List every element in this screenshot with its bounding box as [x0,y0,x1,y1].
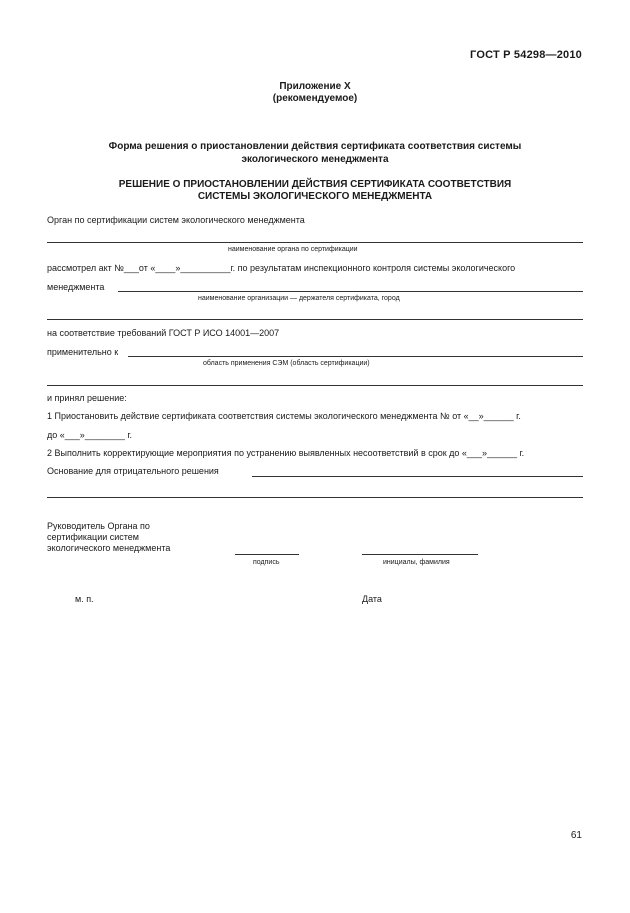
organization-caption: наименование организации — держателя сертификата, город [198,295,400,302]
stamp-label: м. п. [75,594,94,604]
document-code: ГОСТ Р 54298—2010 [470,49,582,61]
organization-field[interactable] [118,291,583,292]
date-label: Дата [362,594,382,604]
signature-caption: подпись [253,559,280,566]
annex-status: (рекомендуемое) [272,93,358,104]
name-caption: инициалы, фамилия [383,559,450,566]
head-title-line3: экологического менеджмента [47,543,171,553]
annex-title: Приложение Х [279,81,351,92]
decision-label: и принял решение: [47,393,127,403]
management-label: менеджмента [47,282,105,292]
decision-title-line1: РЕШЕНИЕ О ПРИОСТАНОВЛЕНИИ ДЕЙСТВИЯ СЕРТИФИКАТА СООТВЕТСТВИЯ [118,179,512,190]
reviewed-act-line: рассмотрел акт №___от «____»__________г. по результатам инспекционного контроля системы экологического [47,263,516,273]
annex-heading [0,81,630,105]
page-number: 61 [570,830,582,841]
head-title-line2: сертификации систем [47,532,139,542]
organization-field-cont[interactable] [47,319,583,320]
grounds-field[interactable] [252,476,583,477]
compliance-line: на соответствие требований ГОСТ Р ИСО 14001—2007 [47,328,280,338]
item2-line: 2 Выполнить корректирующие мероприятия по устранению выявленных несоответствий в срок до «___»______ г. [47,448,525,458]
decision-title [0,179,630,203]
form-title [0,140,630,166]
organ-label: Орган по сертификации систем экологического менеджмента [47,215,305,225]
organ-name-field[interactable] [47,242,583,243]
organ-caption: наименование органа по сертификации [228,246,358,253]
grounds-field-cont[interactable] [47,497,583,498]
signature-field[interactable] [235,554,299,555]
scope-caption: область применения СЭМ (область сертификации) [203,360,370,367]
item1-line1: 1 Приостановить действие сертификата соответствия системы экологического менеджмента № от «__»______ г. [47,411,521,421]
form-title-line1: Форма решения о приостановлении действия сертификата соответствия системы [108,141,522,152]
scope-field-cont[interactable] [47,385,583,386]
scope-field[interactable] [128,356,583,357]
head-title-line1: Руководитель Органа по [47,521,150,531]
head-title [47,521,170,554]
decision-title-line2: СИСТЕМЫ ЭКОЛОГИЧЕСКОГО МЕНЕДЖМЕНТА [197,191,433,202]
name-field[interactable] [362,554,478,555]
grounds-label: Основание для отрицательного решения [47,466,219,476]
form-title-line2: экологического менеджмента [241,154,389,165]
item1-line2: до «___»________ г. [47,430,133,440]
applicable-label: применительно к [47,347,119,357]
